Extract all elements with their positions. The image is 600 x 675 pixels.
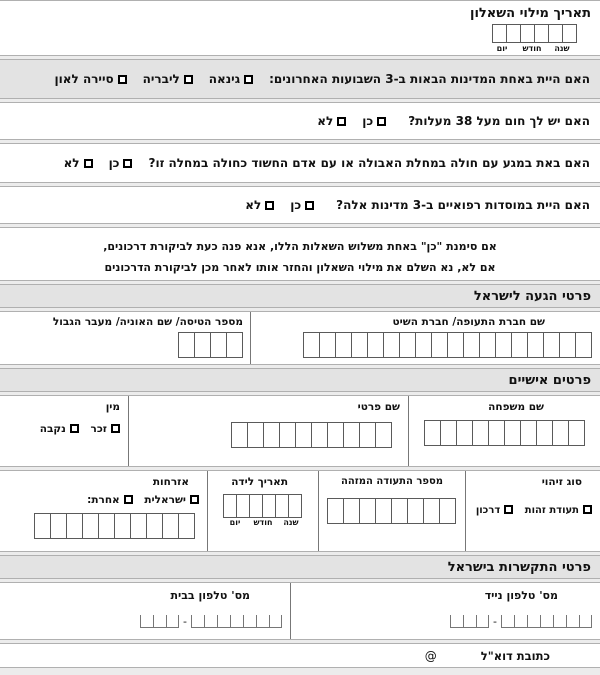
contact-yes-option[interactable] [109, 156, 133, 170]
char-cell[interactable] [114, 513, 131, 539]
israeli-label: ישראלית [144, 494, 186, 506]
question-fever-row [0, 102, 600, 140]
char-cell[interactable] [50, 513, 67, 539]
id-number-cells[interactable] [328, 498, 456, 524]
char-cell[interactable] [534, 24, 549, 43]
fill-date-cells[interactable] [493, 24, 577, 43]
passport-option[interactable] [476, 505, 513, 516]
phone-dash: - [493, 615, 497, 628]
char-cell[interactable] [223, 494, 237, 518]
mobile-phone-cells-wrap [299, 615, 592, 634]
char-cell[interactable] [82, 513, 99, 539]
home-phone-field [0, 583, 290, 639]
id-number-field [318, 471, 465, 551]
char-cell[interactable] [495, 332, 512, 358]
char-cell[interactable] [506, 24, 521, 43]
char-cell[interactable] [579, 615, 592, 628]
flight-number-label: מספר הטיסה/ שם האוניה/ מעבר הגבול [52, 316, 243, 328]
instruction-line-2: אם לא, נא השלם את מילוי השאלון והחזר אותו לאחר מכן לביקורת הדרכונים [104, 260, 496, 274]
char-cell[interactable] [263, 422, 280, 448]
char-cell[interactable] [562, 24, 577, 43]
char-cell[interactable] [236, 494, 250, 518]
char-cell[interactable] [476, 615, 489, 628]
id-card-checkbox[interactable] [583, 505, 592, 514]
char-cell[interactable] [575, 332, 592, 358]
char-cell[interactable] [527, 615, 540, 628]
citizenship-cells-wrap [8, 513, 199, 539]
char-cell[interactable] [343, 498, 360, 524]
birth-date-cells-wrap [216, 494, 310, 527]
id-type-field [465, 471, 600, 551]
char-cell[interactable] [351, 332, 368, 358]
question-contact-text: האם באת במגע עם חולה במחלת האבולה או עם אדם החשוד כחולה במחלה זו? [148, 156, 590, 170]
char-cell[interactable] [399, 332, 416, 358]
char-cell[interactable] [375, 498, 392, 524]
char-cell[interactable] [367, 332, 384, 358]
first-name-cells[interactable] [232, 422, 392, 448]
instruction-line-1: אם סימנת "כן" באחת משלוש השאלות הללו, אנא פנה כעת לביקורת דרכונים, [103, 240, 497, 253]
fill-date-section [0, 0, 600, 56]
char-cell[interactable] [463, 332, 480, 358]
char-cell[interactable] [543, 332, 560, 358]
char-cell[interactable] [504, 420, 521, 446]
mobile-phone-field [290, 583, 600, 639]
passport-checkbox[interactable] [504, 505, 513, 514]
fill-date-label: תאריך מילוי השאלון [470, 6, 591, 21]
gender-field [0, 396, 128, 466]
email-label: כתובת דוא"ל [480, 648, 550, 663]
fever-no-label: לא [317, 114, 334, 128]
char-cell[interactable] [130, 513, 147, 539]
flight-number-field [0, 312, 250, 364]
char-cell[interactable] [536, 420, 553, 446]
unit-year-label: שנה [554, 44, 570, 53]
section-personal-header [0, 368, 600, 392]
liberia-label: ליבריה [142, 72, 180, 86]
char-cell[interactable] [204, 615, 217, 628]
personal-row-2 [0, 470, 600, 552]
char-cell[interactable] [140, 615, 153, 628]
personal-row-1 [0, 395, 600, 467]
contact-yes-label: כן [108, 156, 120, 170]
char-cell[interactable] [210, 332, 227, 358]
medical-no-option[interactable] [245, 198, 274, 212]
female-checkbox[interactable] [70, 424, 79, 433]
flight-number-cells-wrap [7, 332, 243, 358]
char-cell[interactable] [146, 513, 163, 539]
last-name-cells-wrap [415, 420, 594, 446]
birth-date-cells[interactable] [224, 494, 302, 518]
unit-month-label: חודש [522, 44, 542, 53]
char-cell[interactable] [327, 498, 344, 524]
question-medical-row [0, 186, 600, 224]
sierra-leone-label: סיירה לאון [54, 72, 114, 86]
gender-options [8, 423, 120, 435]
contact-yes-checkbox[interactable] [123, 159, 132, 168]
last-name-cells[interactable] [425, 420, 585, 446]
char-cell[interactable] [359, 422, 376, 448]
char-cell[interactable] [375, 422, 392, 448]
char-cell[interactable] [194, 332, 211, 358]
question-fever-text: האם יש לך חום מעל 38 מעלות? [408, 114, 590, 128]
char-cell[interactable] [162, 513, 179, 539]
char-cell[interactable] [279, 422, 296, 448]
section-arrival-title: פרטי הגעה לישראל [473, 289, 591, 304]
birth-date-label: תאריך לידה [231, 476, 288, 488]
home-prefix-cells[interactable] [140, 615, 179, 634]
char-cell[interactable] [303, 332, 320, 358]
char-cell[interactable] [520, 24, 535, 43]
mobile-prefix-cells[interactable] [450, 615, 489, 634]
char-cell[interactable] [319, 332, 336, 358]
char-cell[interactable] [256, 615, 269, 628]
arrival-details-row [0, 311, 600, 365]
char-cell[interactable] [66, 513, 83, 539]
fever-yes-label: כן [362, 114, 374, 128]
char-cell[interactable] [335, 332, 352, 358]
char-cell[interactable] [492, 24, 507, 43]
char-cell[interactable] [568, 420, 585, 446]
char-cell[interactable] [440, 420, 457, 446]
birth-day-label: יום [229, 518, 241, 527]
mobile-number-cells[interactable] [501, 615, 592, 634]
contact-no-checkbox[interactable] [84, 159, 93, 168]
flight-number-cells[interactable] [179, 332, 243, 358]
char-cell[interactable] [424, 420, 441, 446]
company-name-field [250, 312, 600, 364]
first-name-label: שם פרטי [357, 401, 400, 413]
guinea-checkbox[interactable] [244, 75, 253, 84]
gender-male-option[interactable] [91, 423, 120, 435]
medical-yes-option[interactable] [290, 198, 314, 212]
fever-no-checkbox[interactable] [337, 117, 346, 126]
unit-day-label: יום [496, 44, 508, 53]
instructions-block [0, 227, 600, 281]
gender-female-option[interactable] [40, 423, 79, 435]
char-cell[interactable] [423, 498, 440, 524]
mobile-phone-input[interactable] [450, 615, 592, 634]
citizenship-options [8, 494, 199, 506]
medical-no-label: לא [245, 198, 262, 212]
birth-year-label: שנה [283, 518, 299, 527]
last-name-label: שם משפחה [488, 401, 544, 413]
char-cell[interactable] [456, 420, 473, 446]
home-number-cells[interactable] [191, 615, 282, 634]
fever-no-option[interactable] [317, 114, 346, 128]
guinea-label: גינאה [208, 72, 241, 86]
phone-dash: - [183, 615, 187, 628]
char-cell[interactable] [431, 332, 448, 358]
company-name-label: שם חברת התעופה/ חברת השיט [392, 316, 545, 328]
char-cell[interactable] [295, 422, 312, 448]
char-cell[interactable] [327, 422, 344, 448]
char-cell[interactable] [247, 422, 264, 448]
char-cell[interactable] [288, 494, 302, 518]
male-label: זכר [90, 423, 107, 435]
char-cell[interactable] [262, 494, 276, 518]
fill-date-field [487, 24, 577, 53]
other-citizenship-checkbox[interactable] [124, 495, 133, 504]
company-name-cells[interactable] [304, 332, 592, 358]
at-sign: @ [424, 648, 437, 663]
char-cell[interactable] [447, 332, 464, 358]
option-guinea[interactable] [209, 72, 253, 86]
israeli-checkbox[interactable] [190, 495, 199, 504]
question-countries-text: האם היית באחת המדינות הבאות ב-3 השבועות האחרונים: [269, 72, 590, 86]
section-contact-title: פרטי התקשרות בישראל [447, 560, 591, 575]
birth-month-label: חודש [253, 518, 273, 527]
char-cell[interactable] [217, 615, 230, 628]
char-cell[interactable] [34, 513, 51, 539]
liberia-checkbox[interactable] [184, 75, 193, 84]
id-number-cells-wrap [323, 498, 461, 524]
char-cell[interactable] [439, 498, 456, 524]
contact-no-label: לא [63, 156, 80, 170]
id-type-label: סוג זיהוי [541, 476, 582, 488]
char-cell[interactable] [520, 420, 537, 446]
female-label: נקבה [39, 423, 66, 435]
char-cell[interactable] [501, 615, 514, 628]
char-cell[interactable] [511, 332, 528, 358]
question-contact-row [0, 143, 600, 183]
char-cell[interactable] [230, 615, 243, 628]
last-name-field [408, 396, 600, 466]
char-cell[interactable] [463, 615, 476, 628]
male-checkbox[interactable] [111, 424, 120, 433]
other-citizenship-label: אחרת: [87, 494, 120, 506]
home-phone-input[interactable] [140, 615, 282, 634]
citizenship-cells[interactable] [35, 513, 195, 539]
char-cell[interactable] [472, 420, 489, 446]
first-name-field [128, 396, 408, 466]
char-cell[interactable] [311, 422, 328, 448]
char-cell[interactable] [178, 513, 195, 539]
char-cell[interactable] [552, 420, 569, 446]
israeli-option[interactable] [144, 494, 199, 506]
question-medical-text: האם היית במוסדות רפואיים ב-3 מדינות אלה? [336, 198, 590, 212]
char-cell[interactable] [243, 615, 256, 628]
char-cell[interactable] [527, 332, 544, 358]
fever-yes-option[interactable] [362, 114, 386, 128]
mobile-phone-label: מס' טלפון נייד [484, 589, 558, 602]
char-cell[interactable] [479, 332, 496, 358]
char-cell[interactable] [359, 498, 376, 524]
section-personal-title: פרטים אישיים [508, 373, 591, 388]
char-cell[interactable] [226, 332, 243, 358]
email-field [0, 643, 600, 668]
id-type-options [474, 505, 592, 516]
birth-date-units [221, 518, 305, 527]
char-cell[interactable] [407, 498, 424, 524]
section-arrival-header [0, 284, 600, 308]
char-cell[interactable] [231, 422, 248, 448]
medical-yes-label: כן [290, 198, 302, 212]
company-name-cells-wrap [259, 332, 592, 358]
sierra-leone-checkbox[interactable] [118, 75, 127, 84]
char-cell[interactable] [488, 420, 505, 446]
section-contact-header [0, 555, 600, 579]
char-cell[interactable] [178, 332, 195, 358]
char-cell[interactable] [269, 615, 282, 628]
contact-no-option[interactable] [64, 156, 93, 170]
char-cell[interactable] [540, 615, 553, 628]
id-card-label: תעודת זהות [524, 505, 579, 516]
char-cell[interactable] [514, 615, 527, 628]
char-cell[interactable] [166, 615, 179, 628]
id-card-option[interactable] [525, 505, 592, 516]
char-cell[interactable] [98, 513, 115, 539]
home-phone-label: מס' טלפון בבית [170, 589, 250, 602]
option-liberia[interactable] [143, 72, 193, 86]
id-number-label: מספר התעודה המזהה [341, 476, 443, 487]
birth-date-field [207, 471, 318, 551]
gender-label: מין [105, 401, 120, 413]
char-cell[interactable] [343, 422, 360, 448]
char-cell[interactable] [275, 494, 289, 518]
option-sierra-leone[interactable] [55, 72, 127, 86]
citizenship-label: אזרחות [152, 476, 189, 488]
citizenship-field [0, 471, 207, 551]
fever-yes-checkbox[interactable] [377, 117, 386, 126]
char-cell[interactable] [383, 332, 400, 358]
char-cell[interactable] [548, 24, 563, 43]
char-cell[interactable] [153, 615, 166, 628]
medical-no-checkbox[interactable] [265, 201, 274, 210]
question-countries-row [0, 59, 600, 99]
char-cell[interactable] [191, 615, 204, 628]
other-citizenship-option[interactable] [87, 494, 133, 506]
medical-yes-checkbox[interactable] [305, 201, 314, 210]
char-cell[interactable] [415, 332, 432, 358]
passport-label: דרכון [475, 505, 501, 516]
char-cell[interactable] [559, 332, 576, 358]
contact-row [0, 582, 600, 640]
char-cell[interactable] [249, 494, 263, 518]
char-cell[interactable] [553, 615, 566, 628]
first-name-cells-wrap [137, 422, 400, 448]
char-cell[interactable] [450, 615, 463, 628]
char-cell[interactable] [391, 498, 408, 524]
fill-date-units [487, 44, 577, 53]
char-cell[interactable] [566, 615, 579, 628]
home-phone-cells-wrap [8, 615, 282, 634]
